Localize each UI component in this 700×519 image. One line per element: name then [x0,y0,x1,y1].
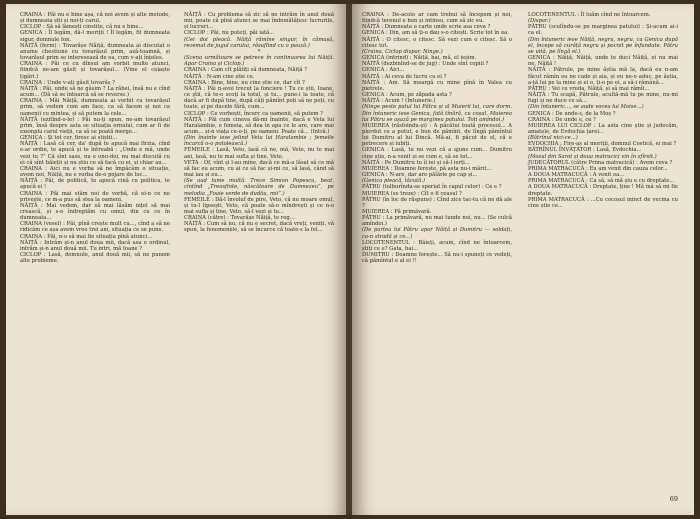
stage-direction: (Bătrînul nici-ce...) [528,135,578,142]
dialogue-line: CRAINA : De-acolo ar cam trebui să începem și noi, fiindcă terenul e bun și intinsu, cum să zic eu. [362,12,512,25]
dialogue-line: PRIMA MATRACUCĂ : Eu am venit din cauza celor... [528,165,668,172]
dialogue-line: CRAINA : Cam cît plătiți să dumneata, Năiță ? [184,67,307,74]
dialogue-line: CRAINA : De unde e, ce ? [528,116,596,123]
left-column-2 [184,12,334,234]
scene-divider: * [257,48,261,55]
dialogue-line: PĂTRU (tulburîndu-se speriat în capul celor) : Ce e ? [362,184,502,191]
dialogue-line: CRAINA (vesel) : Păi, pînă crește mult cu..., cînd a să ne ridicăm ce așa avem vreo trei ani, situația ce se pune. [20,221,170,234]
dialogue-line: MUIEREA : Doamne ferește, pă asta nu-i mărit... [362,165,492,172]
dialogue-line: JUDECĂTORUL (către Prima matracică) : Avem ceva ? [528,159,673,166]
dialogue-line: CICLOP : Să să lămești cinstite, că nu e bine... [20,24,144,31]
dialogue-line: NĂIȚĂ (ezitînd-o-le) : Păi nu-ți spun, ne-am tovarășul prim, însă despre asta se situația ornului, cum ar fi de exemplu carul vieții, ca să se poată merge... [20,116,170,135]
dialogue-line: GENICA : Acum, pe zăpada asta ? [362,92,452,99]
dialogue-line: NĂIȚĂ : Pe Dumitru tu îi iei și să-l ierți... [362,159,470,166]
dialogue-line: PĂTRU (sculîndu-se pe marginea patului) : Și-acum ai-i ca el. [528,24,678,37]
dialogue-line: NĂIȚĂ : Ai ceva de lucru cu ei ? [362,73,447,80]
dialogue-line: NĂIȚĂ (ferm) : Tovarășe Năiță, dumneata ai discutat o anume chestiune cu tovarășul prim, ază-toamnă, și tovarășul prim se interesează de ea, cum v-ați înțeles. [20,42,170,62]
dialogue-line: NĂIȚĂ : Dumneata o carte unde scrie asa ceva ? [362,24,491,31]
dialogue-line: NĂIȚĂ : Pătrule, pe mine ăștia mă la, dacă eu n-am făcut rămîn eu ne cade și aia, și eu ne-o aduc, pe ăștia, a-ță lui pe la mine și ei o, ți-o pe ei, a să-i rămână... [528,67,678,86]
dialogue-line: CRAINA : Păi, n-o să mai fie situația pînă atunci... [20,233,153,240]
dialogue-line: CICLOP : Păi, nu puteți, păi iată... [184,30,275,37]
dialogue-line: NĂIȚĂ : Lasă că cer, da' după te apucă mai firzia, cînd e-ar ordin, te apucă și te întreabă : „Unde e mă, unde vezi tu ?” Că sînt sase, nu e unu-doi, nu mai discută cu ei că sînt băieții și nu știu ce să facă cu ei, și chiar au... [20,141,170,166]
stage-direction: (Se aud lume multă. Trece Simion Popescu, beat, cîntînd „Treasfinte, născătoare de Dumnezeu”, pe melodia „Foaie verde de dudău, mii”.) [184,178,334,197]
dialogue-line: GENICA (intrind) : Năiță, hai, mă, el ieșim. [362,55,477,62]
dialogue-line: CICLOP : Lasă, domnule, anul două mii, să ne punem alte probleme. [20,252,170,265]
dialogue-line: NĂIȚĂ : Mai vedem, dar să mai lăsăm nițel să mai crească, și s-o îndreptăm cu omul, din cu ce în dumneata... [20,202,170,222]
dialogue-line: EVDOCHIA : Fire-aș al moriții, domnul Costică, ei mai ? [528,141,677,148]
dialogue-line: NĂIȚĂ : Cu problema să zic să ne intrăm în anul două mii, poate că pînă atunci se mai îmbunătățesc lucrurile, și lucruri... [184,12,334,31]
dialogue-line: CRAINA : Măi Năiță, dumneata ai vorbit cu tovarășul prim, să vedem cum am face, ca să facem și noi ca oamenii cu mintea, și să putem la cele... [20,98,170,117]
stage-direction: (Craina, Ciclop dispar. Ninge.) [362,48,443,55]
open-book [6,4,694,515]
dialogue-line: NĂIȚĂ : Intrăm și-n anul doua mii, dacă asa e ordinul, intrăm și-n anul două mii. Tu intri, mă Ioane ? [20,239,170,252]
dialogue-line: NĂIȚĂ : Acum ! (Intunerie.) [362,98,436,105]
dialogue-line: PĂTRU (în loc de răspuns) : Cînd zice tac-tu că ne dă ale ? [362,196,512,209]
dialogue-line: CRAINA : Bine, bine, nu cine știe ce, dar cît ? [184,79,305,86]
dialogue-line: NĂIȚĂ : Păi, de politică, te apucă cină cu politica, te apucă ei ! [20,178,170,191]
dialogue-line: VETA : Of, vînt și l-au mine, dacă ce mă-a lăsat să ce mă să fac eu acum, cu ai ce să fac și-mi ce, să lasă, când să mai iau și eu... [184,159,334,179]
dialogue-line: PRIMA MATRACUCĂ : ...Cu cocoșul minct de vecina cu cine știe ce... [528,196,678,209]
page-number: 69 [669,495,678,503]
dialogue-line: NĂIȚĂ : Păi n-avoi trecut la fonciere ! Tu ce știi, Ioane, ce știi, că te-o scoți la totul, și tu... pune-i la toate, că dacă ar fi după tine, după câți pămînt poți să ne poți, cu toate, și pe ducele fără, cum... [184,85,334,111]
dialogue-line: FEMEILE : Lasă, Veto, lasă că ne, mă, Veto, nu te mai ani, lasă, nu te mai sufla și tine, Veto. [184,147,334,160]
dialogue-line: FEMEILE : Dă-l învoluf de pire, Veto, că nu moare omul, și tu-l lipsești, Veto, că poate să-o mîndrești și ce n-o mai sufla și tine, Veto, să-l vezi și tu... [184,196,334,215]
dialogue-line: CRAINA : Păi nu e bine așa, că noi avem și alte metode, și dumneata știi și noi-ți carul. [20,12,170,25]
dialogue-line: CRAINA : Păi ce cu dînsul am vorbit multe atunci, fiindcă ne-am găsit și tovarășul... (Vine el ceiaște țigări.) [20,61,170,80]
stage-direction: (Mosul din Sarot și doua matracici vin în sfîrsit.) [528,153,657,160]
dialogue-line: NĂIȚĂ : Păi, unde să ne găsim ? La răbei, însă nu e cînd acum... (Dă să se întoarcă să se reverse.) [20,85,170,99]
dialogue-line: LOCOTENENTUL : Îl luăm cînd ne întoarcem. [528,12,651,18]
dialogue-line: GENICA : Și tot cer, firesc ai stiștii... [20,135,118,142]
dialogue-line: CRAINA (către) : Tovarășe Năiță, te rog... [184,215,295,222]
dialogue-line: CICLOP : Ce vorbești, încerc ca oamenii, să putem ? [184,110,323,117]
dialogue-line: GENICA : Aici... [362,67,405,74]
dialogue-line: A DOUA MATRACUCĂ : A venit ea... [528,172,625,179]
dialogue-line: PĂTRU : Vei ce vreda, Năiță, și să mai rămîi... [528,85,650,92]
stage-direction: (Din întuneric..., se aude vocea lui Moise...) [528,104,644,111]
dialogue-line: CRAINA : Păi mai stăm noi de vorbă, că ei-n ce ne privește, ce m-a pus să stea la oameni. [20,190,170,203]
stage-direction: (Ninge peste patul lui Pătru și al Muierii lui, care dorm. Din întuneric iese Genica, fată tînără, cu coșul. Muierea lui Pătru se așază pe marginea patului. Toți amîndoi.) [362,104,512,123]
stage-direction: (Din întuneric iese Năiță, negru, negru, ca Genica după el, începe să curăță negru și pocnit pe înfundate. Pătru se uită, pe lîngă el.) [528,36,678,55]
dialogue-line: NĂIȚĂ : Păi cum cineva dă-mi înainte, dacă e Veta lui Haralambie, e femeia, să dea în apa ce le are, care mai acum... și-n viața ce-o-ți, pe oameni. Poate că... (Intră.) [184,116,334,135]
dialogue-line: NĂIȚĂ : O citesc, o citesc. Să vezi cum o citesc. Să o citesc tot. [362,36,512,49]
dialogue-line: GENICA : De unde-s, de la Moș ? [528,110,616,117]
dialogue-line: A DOUA MATRACUCĂ : Dreptate, ține ! Mă mă să mi fie dreptate. [528,184,678,197]
dialogue-line: MUIEREA : Pă primăvară. [362,209,432,215]
dialogue-line: NĂIȚĂ : N-am cine știe ce. [184,73,255,80]
dialogue-line: NĂIȚĂ : Am. Să meargă cu mine pînă în Valea cu pietrele. [362,79,512,92]
dialogue-line: PRIMA MATRACUCĂ : Ca să, să mă șiu e cu dreptate... [528,178,675,185]
stage-direction: (Scena următoare se petrece în continuarea lui Năiță. Apar Craina și Ciclop.) [184,55,334,68]
stage-direction: (De partea lui Pătru apar Năiță și Dumitru — soldați, ca-n stradă și ce...) [362,227,512,240]
dialogue-line: LOCOTENENTUL : Băieți, acum, cînd ne întoarcem, știți ce e? Gata, hai... [362,239,512,252]
dialogue-line: DUMITRU : Doamne ferește... Să nu-i spuneți ce vedeți, că pămîntul e al ei !! [362,252,512,265]
stage-direction: (Dispar.) [528,18,551,25]
dialogue-line: CRAINA : Aici nu e vorba să ne împăcăm o situație, avem noi, Năiță, nu e vorba de-o pojare de loc... [20,165,170,179]
dialogue-line: MUIEREA LUI CICLOP : La asta cine știe și judecăm, amatele, de Evdochia țarei... [528,122,678,135]
dialogue-line: NĂIȚĂ : Cum să nu, că nu e secret, dacă vreți, veniți, vă spun, la fenomenele, să se încurce că toate-s la fel... [184,221,334,234]
dialogue-line: BĂTRÎNUL ÎNVĂȚĂTOR : Lasă, Evdochia... [528,147,642,154]
right-column-1 [362,12,512,264]
dialogue-line: CRAINA : Unde v-ați găsit tovarăș ? [20,79,115,86]
dialogue-line: GENICA : Năiță, Năiță, unde te duci Năiță, ei nu mai ne, Năiță ! [528,55,678,68]
dialogue-line: NĂIȚĂ (dezbinînd-se de jug) : Unde sînt copiii ? [362,61,489,68]
left-page [6,4,348,515]
dialogue-line: GENICA : Îl legăm, dă-l moriții ! Îl legăm, fii dumneata sigur, domnule Ion. [20,30,170,43]
stage-direction: (Genica pleacă, tăcută.) [362,178,426,185]
stage-direction: (Cei doi pleacă. Năiță rămîne singur, în cămașă, rezemat de jugul carului, răsuflind cu o pauză.) [184,36,334,49]
dialogue-line: MUIEREA (răsfoindu-și) : A păcătui toată procesul... A pierdut ce a putut, e bun de pămînt, de lîngă pămîntul lui Dumitru al lui Dincă. Mă-ai, fi păcut de el, că e petrecere și iubiți. [362,122,512,148]
right-page [352,4,694,515]
dialogue-line: NĂIȚĂ : Tu scapă, Pătrule, acultă-mă tu pe mine, nu-mi fugi și ne duce ce să... [528,92,678,105]
stage-direction: (Din înainte iese jelind Veta lui Haralambie ; femeile încarcă o-o potolească.) [184,135,334,148]
dialogue-line: GENICA : N-are, dar are pălărie pe cap și... [362,172,478,179]
right-column-2 [528,12,678,209]
dialogue-line: GENICA : Lasă, tu nu vezi că a ajuns cum... Dumitru cine știe, n-a venit și se cum e, să se tot... [362,147,512,160]
dialogue-line: MUIEREA (se treze) : Cît o fi ceasul ? [362,190,462,197]
left-column-1 [20,12,170,264]
dialogue-line: PĂTRU : La primăvară, nu mai tunde noi, nu... (Se culcă amîndoi.) [362,215,512,228]
dialogue-line: GENICA : Din, am să ți-o dau s-o citești. Scrie tot în ea. [362,30,509,37]
